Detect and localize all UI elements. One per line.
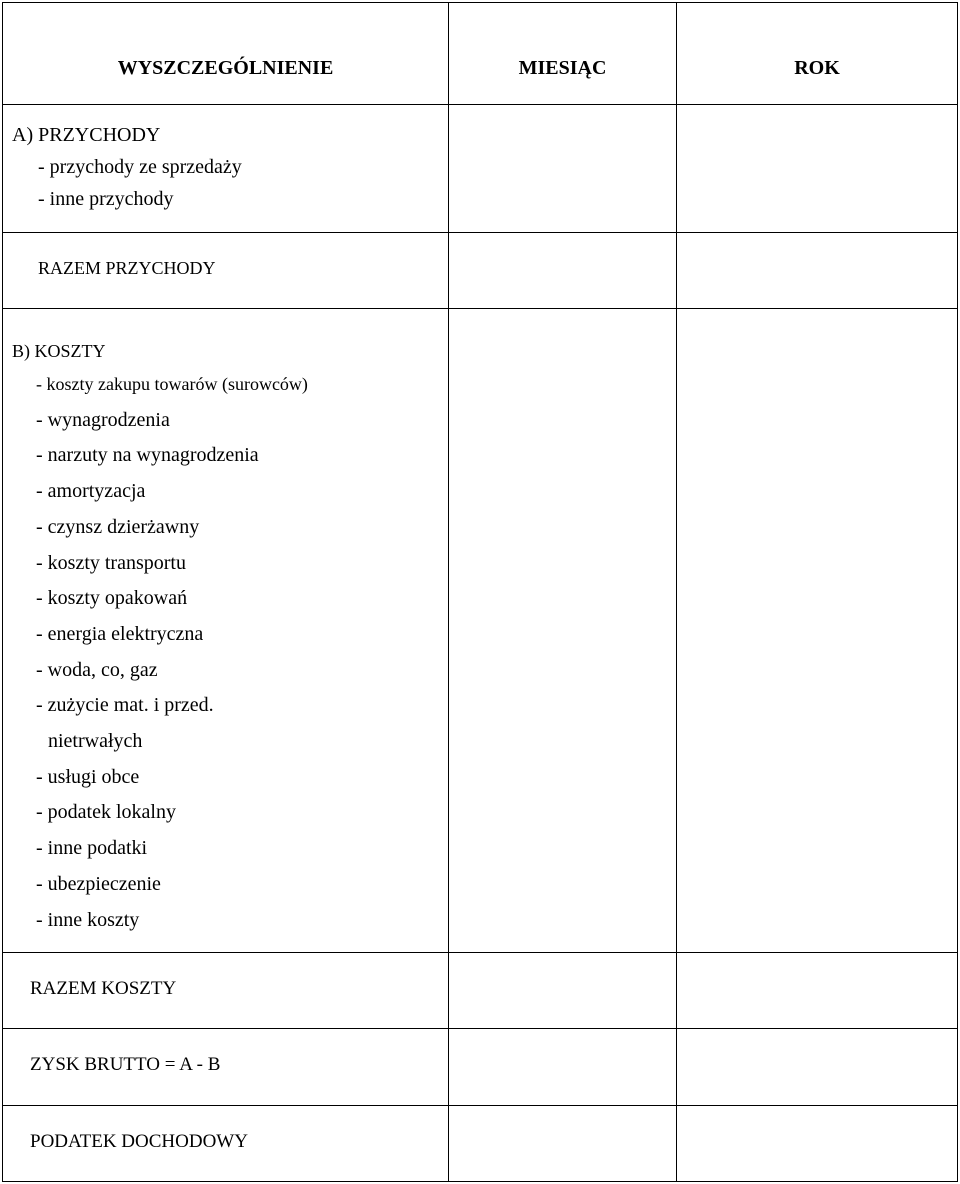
podatek-dochodowy-miesiac-cell[interactable] [449,1106,677,1182]
header-rok: ROK [677,3,958,105]
razem-przychody-row [3,233,958,309]
koszty-item: - energia elektryczna [36,622,204,645]
razem-koszty-label-cell [3,953,449,1029]
podatek-dochodowy-label: PODATEK DOCHODOWY [30,1131,248,1152]
koszty-item: - inne koszty [36,908,140,931]
financial-statement-table [2,2,958,1182]
header-miesiac: MIESIĄC [449,3,677,105]
razem-przychody-miesiac-cell[interactable] [449,233,677,309]
koszty-item: - narzuty na wynagrodzenia [36,444,259,467]
razem-koszty-rok-cell[interactable] [677,953,958,1029]
koszty-item: - koszty transportu [36,551,186,574]
przychody-row [3,105,958,233]
przychody-miesiac-cell[interactable] [449,105,677,233]
podatek-dochodowy-label-cell [3,1106,449,1182]
podatek-dochodowy-rok-cell[interactable] [677,1106,958,1182]
razem-koszty-row [3,953,958,1029]
razem-przychody-rok-cell[interactable] [677,233,958,309]
koszty-item: nietrwałych [48,730,143,753]
koszty-item: - koszty zakupu towarów (surowców) [36,374,308,394]
razem-przychody-label: RAZEM PRZYCHODY [38,258,216,278]
przychody-rok-cell[interactable] [677,105,958,233]
razem-koszty-label: RAZEM KOSZTY [30,978,177,999]
koszty-item: - podatek lokalny [36,801,176,824]
header-row [3,3,958,105]
przychody-item: - przychody ze sprzedaży [38,156,242,178]
koszty-label-cell [3,309,449,953]
zysk-brutto-miesiac-cell[interactable] [449,1029,677,1106]
zysk-brutto-row [3,1029,958,1106]
koszty-item: - wynagrodzenia [36,408,170,431]
przychody-label-cell [3,105,449,233]
przychody-title: A) PRZYCHODY [12,124,161,146]
koszty-row [3,309,958,953]
zysk-brutto-label: ZYSK BRUTTO = A - B [30,1054,221,1075]
koszty-miesiac-cell[interactable] [449,309,677,953]
koszty-title: B) KOSZTY [12,341,106,361]
koszty-item: - zużycie mat. i przed. [36,694,214,717]
koszty-item: - czynsz dzierżawny [36,515,200,538]
podatek-dochodowy-row [3,1106,958,1182]
koszty-item: - koszty opakowań [36,587,188,610]
zysk-brutto-label-cell [3,1029,449,1106]
zysk-brutto-rok-cell[interactable] [677,1029,958,1106]
koszty-item: - ubezpieczenie [36,872,161,895]
razem-koszty-miesiac-cell[interactable] [449,953,677,1029]
przychody-item: - inne przychody [38,188,174,210]
koszty-item: - usługi obce [36,765,140,788]
koszty-rok-cell[interactable] [677,309,958,953]
koszty-item: - woda, co, gaz [36,658,158,681]
header-wyszczegolnienie: WYSZCZEGÓLNIENIE [3,3,449,105]
razem-przychody-label-cell [3,233,449,309]
koszty-item: - amortyzacja [36,480,146,503]
koszty-item: - inne podatki [36,837,148,860]
